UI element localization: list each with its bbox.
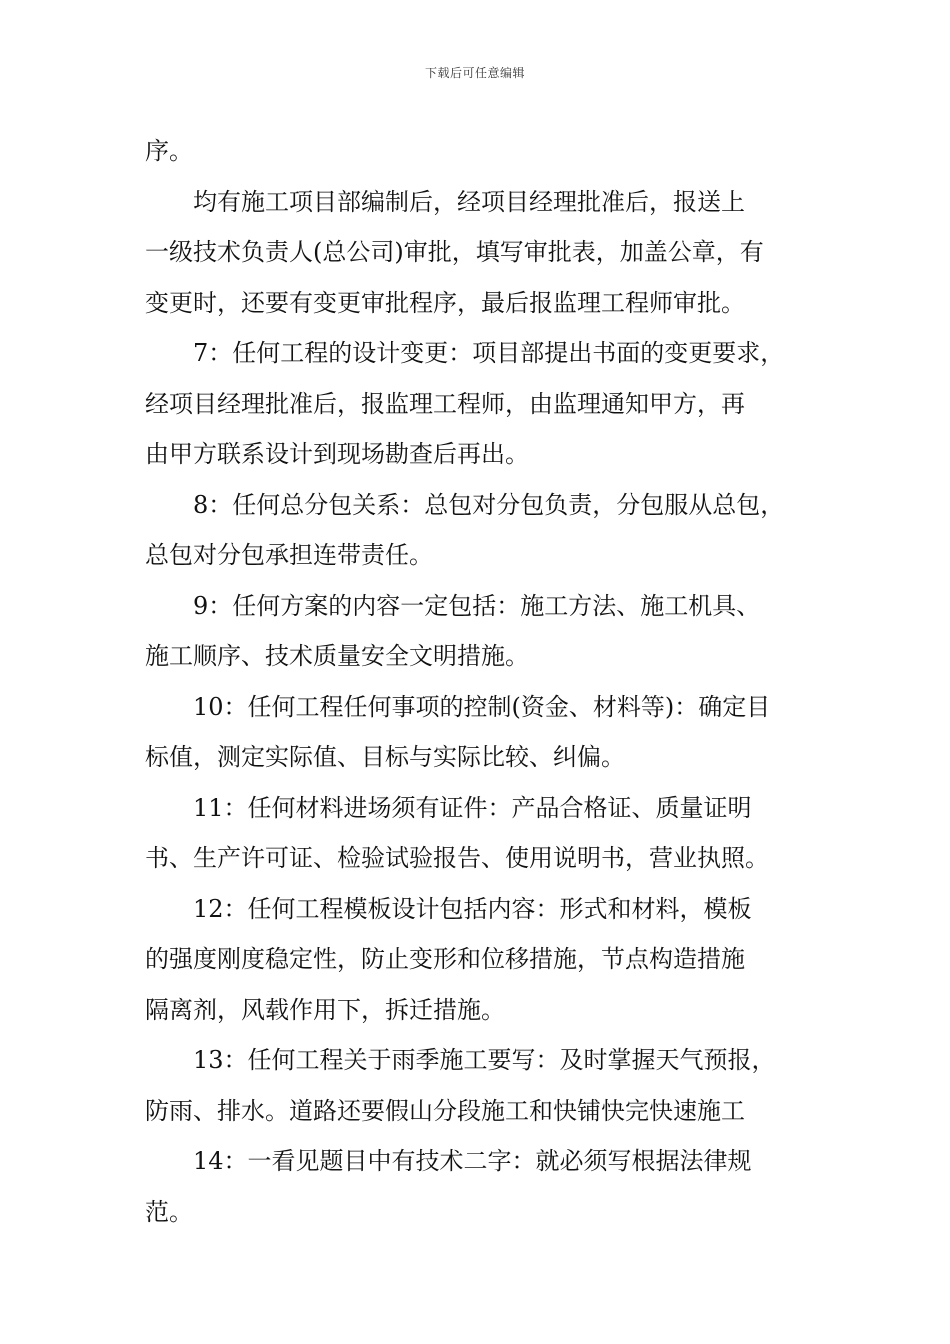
- text-line: 一级技术负责人(总公司)审批，填写审批表，加盖公章，有: [145, 238, 764, 266]
- text-line: 范。: [145, 1197, 193, 1226]
- text-line: 变更时，还要有变更审批程序，最后报监理工程师审批。: [145, 288, 745, 317]
- text-line: 9：任何方案的内容一定包括：施工方法、施工机具、: [193, 591, 761, 620]
- text-line: 序。: [145, 137, 193, 165]
- text-line: 7：任何工程的设计变更：项目部提出书面的变更要求，: [193, 339, 785, 367]
- text-line: 8：任何总分包关系：总包对分包负责，分包服从总包，: [193, 490, 785, 519]
- text-line: 均有施工项目部编制后，经项目经理批准后，报送上: [193, 187, 745, 216]
- text-line: 施工顺序、技术质量安全文明措施。: [145, 642, 529, 670]
- text-line: 总包对分包承担连带责任。: [145, 541, 433, 569]
- text-line: 的强度刚度稳定性，防止变形和位移措施，节点构造措施: [145, 945, 745, 973]
- text-line: 12：任何工程模板设计包括内容：形式和材料，模板: [193, 894, 752, 923]
- text-line: 隔离剂，风载作用下，拆迁措施。: [145, 995, 505, 1024]
- text-line: 经项目经理批准后，报监理工程师，由监理通知甲方，再: [145, 389, 745, 418]
- text-line: 13：任何工程关于雨季施工要写：及时掌握天气预报，: [193, 1046, 776, 1074]
- text-line: 10：任何工程任何事项的控制(资金、材料等)：确定目: [193, 692, 771, 721]
- text-line: 由甲方联系设计到现场勘查后再出。: [145, 440, 529, 468]
- text-line: 14：一看见题目中有技术二字：就必须写根据法律规: [193, 1147, 752, 1175]
- text-line: 标值，测定实际值、目标与实际比较、纠偏。: [145, 743, 625, 771]
- page-header: 下载后可任意编辑: [424, 66, 525, 80]
- text-line: 防雨、排水。道路还要假山分段施工和快铺快完快速施工: [145, 1096, 745, 1125]
- document-body: [145, 126, 825, 1237]
- text-line: 11：任何材料进场须有证件：产品合格证、质量证明: [193, 793, 752, 822]
- text-line: 书、生产许可证、检验试验报告、使用说明书，营业执照。: [145, 844, 769, 872]
